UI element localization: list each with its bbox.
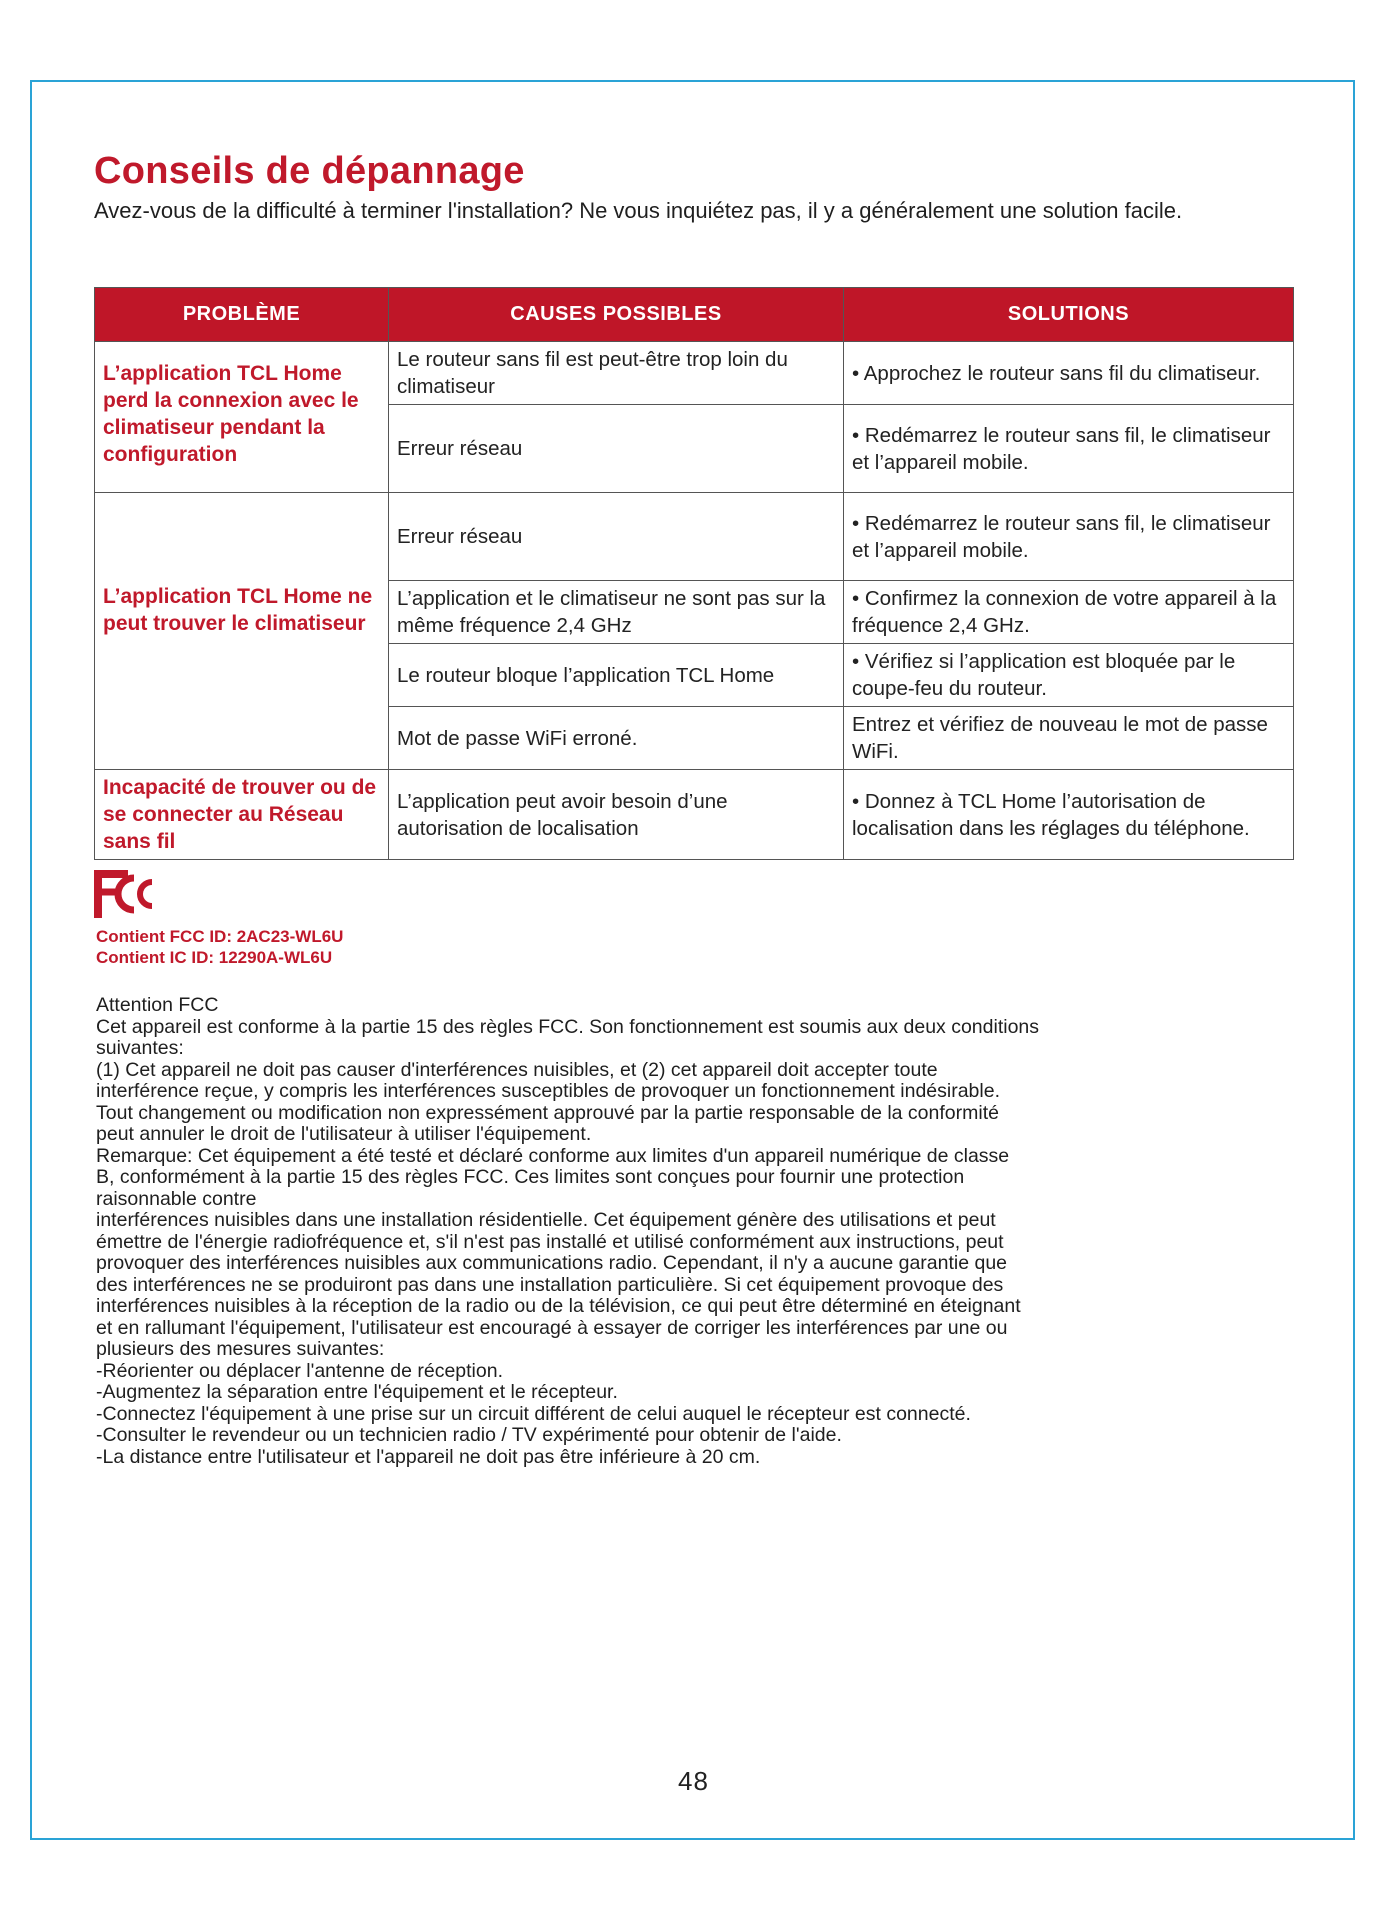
fcc-line: interférence reçue, y compris les interférences susceptibles de provoquer un fonctionnement indésirable. xyxy=(96,1080,1000,1102)
cause-cell: L’application peut avoir besoin d’une autorisation de localisation xyxy=(389,770,844,860)
fcc-statement xyxy=(96,995,1296,1468)
header-causes: CAUSES POSSIBLES xyxy=(389,288,844,342)
fcc-line: -Réorienter ou déplacer l'antenne de réception. xyxy=(96,1359,503,1382)
fcc-line: des interférences ne se produiront pas dans une installation particulière. Si cet équipement provoque des xyxy=(96,1273,1004,1296)
cause-cell: Erreur réseau xyxy=(389,493,844,581)
fcc-line: et en rallumant l'équipement, l'utilisateur est encouragé à essayer de corriger les interférences par une ou xyxy=(96,1316,1008,1339)
cause-cell: Le routeur bloque l’application TCL Home xyxy=(389,644,844,707)
fcc-id-block xyxy=(96,926,343,968)
fcc-line: raisonnable contre xyxy=(96,1187,257,1210)
table-row xyxy=(95,770,1294,860)
troubleshooting-table xyxy=(94,287,1294,860)
fcc-line: B, conformément à la partie 15 des règles FCC. Ces limites sont conçues pour fournir une protection xyxy=(96,1166,965,1188)
solution-cell: • Redémarrez le routeur sans fil, le climatiseur et l’appareil mobile. xyxy=(844,493,1294,581)
fcc-line: -La distance entre l'utilisateur et l'appareil ne doit pas être inférieure à 20 cm. xyxy=(96,1445,761,1468)
table-header-row xyxy=(95,288,1294,342)
fcc-line: suivantes: xyxy=(96,1037,184,1059)
ic-id-line: Contient IC ID: 12290A-WL6U xyxy=(96,948,333,967)
cause-cell: Erreur réseau xyxy=(389,405,844,493)
fcc-line: -Connectez l'équipement à une prise sur un circuit différent de celui auquel le récepteur est connecté. xyxy=(96,1402,971,1425)
cause-cell: Mot de passe WiFi erroné. xyxy=(389,707,844,770)
header-problem: PROBLÈME xyxy=(95,288,389,342)
fcc-line: (1) Cet appareil ne doit pas causer d'interférences nuisibles, et (2) cet appareil doit accepter toute xyxy=(96,1058,938,1081)
page-number: 48 xyxy=(678,1766,709,1796)
fcc-line: Remarque: Cet équipement a été testé et déclaré conforme aux limites d'un appareil numérique de classe xyxy=(96,1144,1010,1167)
cause-cell: L’application et le climatiseur ne sont pas sur la même fréquence 2,4 GHz xyxy=(389,581,844,644)
solution-cell: • Vérifiez si l’application est bloquée par le coupe-feu du routeur. xyxy=(844,644,1294,707)
solution-cell: • Donnez à TCL Home l’autorisation de localisation dans les réglages du téléphone. xyxy=(844,770,1294,860)
fcc-line: interférences nuisibles dans une installation résidentielle. Cet équipement génère des utilisations et peut xyxy=(96,1209,996,1231)
fcc-logo-icon xyxy=(94,868,160,920)
fcc-line: -Consulter le revendeur ou un technicien radio / TV expérimenté pour obtenir de l'aide. xyxy=(96,1424,842,1446)
fcc-id-line: Contient FCC ID: 2AC23-WL6U xyxy=(96,927,344,946)
solution-cell: • Confirmez la connexion de votre appareil à la fréquence 2,4 GHz. xyxy=(844,581,1294,644)
fcc-line: émettre de l'énergie radiofréquence et, s'il n'est pas installé et utilisé conformément aux instructions, peut xyxy=(96,1230,1004,1253)
fcc-line: peut annuler le droit de l'utilisateur à utiliser l'équipement. xyxy=(96,1123,592,1145)
fcc-line: Attention FCC xyxy=(96,994,219,1016)
problem-cell: L’application TCL Home ne peut trouver le climatiseur xyxy=(95,493,389,770)
fcc-line: provoquer des interférences nuisibles aux communications radio. Cependant, il n'y a aucune garantie que xyxy=(96,1252,1008,1274)
header-solutions: SOLUTIONS xyxy=(844,288,1294,342)
fcc-line: -Augmentez la séparation entre l'équipement et le récepteur. xyxy=(96,1381,618,1403)
fcc-line: Tout changement ou modification non expressément approuvé par la partie responsable de la conformité xyxy=(96,1101,999,1124)
table-row xyxy=(95,493,1294,581)
page-title: Conseils de dépannage xyxy=(94,150,525,192)
solution-cell: • Redémarrez le routeur sans fil, le climatiseur et l’appareil mobile. xyxy=(844,405,1294,493)
solution-cell: • Approchez le routeur sans fil du climatiseur. xyxy=(844,342,1294,405)
intro-text: Avez-vous de la difficulté à terminer l'installation? Ne vous inquiétez pas, il y a généralement une solution facile. xyxy=(94,198,1183,223)
solution-cell: Entrez et vérifiez de nouveau le mot de passe WiFi. xyxy=(844,707,1294,770)
problem-cell: Incapacité de trouver ou de se connecter au Réseau sans fil xyxy=(95,770,389,860)
cause-cell: Le routeur sans fil est peut-être trop loin du climatiseur xyxy=(389,342,844,405)
fcc-line: plusieurs des mesures suivantes: xyxy=(96,1338,385,1360)
problem-cell: L’application TCL Home perd la connexion avec le climatiseur pendant la configuration xyxy=(95,342,389,493)
fcc-line: Cet appareil est conforme à la partie 15 des règles FCC. Son fonctionnement est soumis aux deux conditions xyxy=(96,1015,1040,1038)
fcc-line: interférences nuisibles à la réception de la radio ou de la télévision, ce qui peut être déterminé en éteignant xyxy=(96,1295,1021,1317)
table-row xyxy=(95,342,1294,405)
